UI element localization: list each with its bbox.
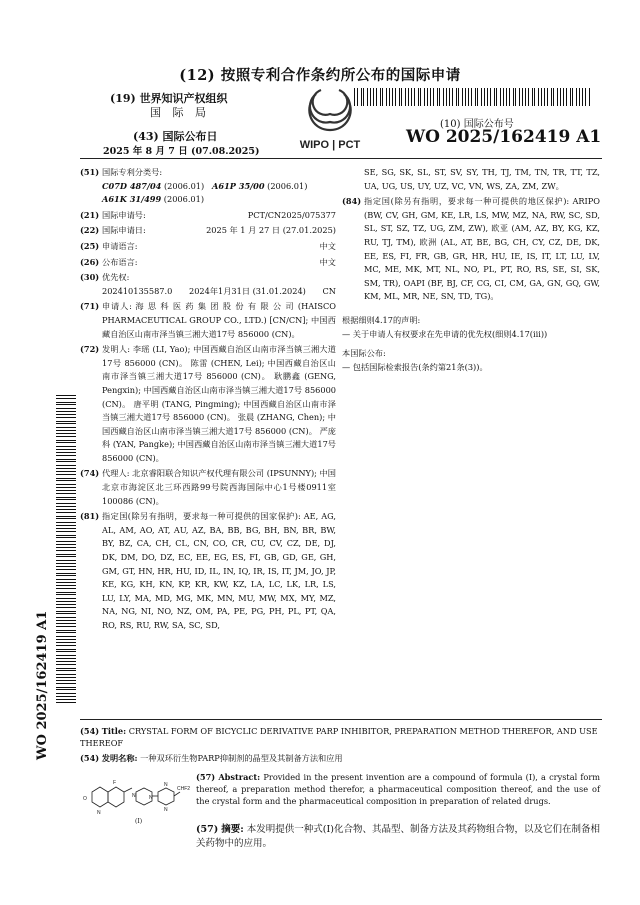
barcode-bar [462, 88, 463, 106]
barcode-bar [56, 459, 76, 460]
barcode-bar [382, 88, 383, 106]
barcode-bar [56, 626, 76, 627]
barcode-bar [56, 547, 76, 548]
barcode-bar [395, 88, 396, 106]
barcode-bar [56, 575, 76, 576]
bureau-name: 国 际 局 [150, 106, 210, 119]
barcode-bar [56, 398, 76, 399]
atom-n3: N [149, 795, 153, 801]
bibliographic-left-column [80, 166, 336, 635]
barcode-bar [56, 503, 76, 504]
atom-o: O [83, 796, 87, 802]
barcode-bar [380, 88, 381, 106]
barcode-bar [56, 518, 76, 519]
barcode-bar [56, 668, 76, 669]
title-divider [80, 719, 602, 720]
barcode-bar [484, 88, 485, 106]
barcode-bar [572, 88, 573, 106]
atom-n5: N [164, 807, 168, 813]
barcode-bar [56, 452, 76, 453]
barcode-bar [525, 88, 526, 106]
barcode-bar [56, 446, 76, 447]
pub-date: 2025 年 8 月 7 日 (07.08.2025) [103, 146, 260, 157]
barcode-bar [56, 414, 76, 415]
barcode-bar [515, 88, 516, 106]
barcode-bar [56, 563, 76, 564]
barcode-bar [357, 88, 358, 106]
barcode-bar [427, 88, 428, 106]
barcode-top [354, 88, 590, 106]
priority-section: (30) 优先权: 202410135587.0 2024年1月31日 (31.01.2024) CN [80, 272, 336, 296]
barcode-bar [56, 433, 76, 434]
barcode-bar [56, 468, 76, 469]
barcode-bar [418, 88, 419, 106]
barcode-bar [56, 674, 76, 675]
atom-n1: N [97, 810, 101, 816]
barcode-bar [458, 88, 459, 106]
barcode-bar [560, 88, 561, 106]
barcode-bar [456, 88, 457, 106]
barcode-bar [490, 88, 491, 106]
barcode-bar [547, 88, 548, 106]
barcode-bar [56, 598, 76, 599]
barcode-bar [56, 687, 76, 688]
barcode-bar [414, 88, 415, 106]
app-number-section: (21) 国际申请号: PCT/CN2025/075377 [80, 209, 336, 220]
barcode-bar [500, 88, 501, 106]
barcode-bar [56, 585, 76, 586]
barcode-bar [56, 582, 76, 583]
barcode-bar [56, 655, 76, 656]
barcode-bar [513, 88, 514, 106]
title-chinese: (54) 发明名称: 一种双环衍生物PARP抑制剂的晶型及其制备方法和应用 [80, 753, 343, 763]
barcode-bar [56, 642, 76, 643]
barcode-bar [446, 88, 447, 106]
barcode-bar [56, 537, 76, 538]
barcode-bar [56, 395, 76, 396]
barcode-bar [506, 88, 507, 106]
barcode-bar [566, 88, 567, 106]
publication-item: — 包括国际检索报告(条约第21条(3))。 [342, 361, 488, 372]
barcode-bar [56, 516, 76, 517]
barcode-bar [56, 474, 76, 475]
barcode-bar [532, 88, 533, 106]
barcode-bar [56, 522, 76, 523]
barcode-bar [443, 88, 444, 106]
barcode-bar [420, 88, 421, 106]
barcode-bar [56, 677, 76, 678]
barcode-bar [56, 478, 76, 479]
barcode-bar [56, 427, 76, 428]
barcode-bar [56, 506, 76, 507]
barcode-bar [452, 88, 453, 106]
barcode-bar [56, 579, 76, 580]
barcode-bar [56, 560, 76, 561]
barcode-bar [56, 611, 76, 612]
barcode-bar [56, 613, 76, 614]
barcode-bar [579, 88, 580, 106]
barcode-bar [354, 88, 355, 106]
barcode-bar [570, 88, 571, 106]
barcode-bar [56, 440, 76, 441]
barcode-bar [56, 455, 76, 456]
barcode-bar [503, 88, 504, 106]
rule-417-item: — 关于申请人有权要求在先申请的优先权(细则4.17(iii)) [342, 328, 548, 339]
barcode-bar [481, 88, 482, 106]
barcode-bar [56, 554, 76, 555]
barcode-bar [465, 88, 466, 106]
barcode-bar [56, 607, 76, 608]
barcode-bar [56, 645, 76, 646]
header-divider [80, 158, 602, 159]
barcode-bar [361, 88, 362, 106]
barcode-bar [56, 649, 76, 650]
barcode-bar [56, 531, 76, 532]
barcode-bar [56, 402, 76, 403]
logo-text: WIPO | PCT [299, 139, 361, 151]
barcode-bar [399, 88, 400, 106]
barcode-bar [468, 88, 469, 106]
barcode-bar [56, 664, 76, 665]
barcode-bar [541, 88, 542, 106]
barcode-bar [56, 499, 76, 500]
barcode-bar [471, 88, 472, 106]
title-english: (54) Title: CRYSTAL FORM OF BICYCLIC DERIVATIVE PARP INHIBITOR, PREPARATION METHOD THEREFOR, AND USE THEREOF [80, 726, 598, 748]
barcode-bar [56, 417, 76, 418]
barcode-bar [56, 566, 76, 567]
barcode-bar [494, 88, 495, 106]
barcode-bar [56, 620, 76, 621]
barcode-bar [589, 88, 590, 106]
barcode-bar [56, 541, 76, 542]
barcode-bar [389, 88, 390, 106]
barcode-bar [56, 465, 76, 466]
barcode-bar [56, 569, 76, 570]
barcode-bar [56, 689, 76, 690]
pub-number: WO 2025/162419 A1 [406, 127, 602, 147]
barcode-bar [487, 88, 488, 106]
barcode-side [56, 395, 76, 705]
barcode-bar [56, 594, 76, 595]
atom-f: F [113, 780, 117, 786]
atom-n4: N [164, 782, 168, 788]
barcode-bar [522, 88, 523, 106]
barcode-bar [56, 484, 76, 485]
barcode-bar [367, 88, 368, 106]
formula-label: (I) [135, 818, 143, 825]
app-date-section: (22) 国际申请日: 2025 年 1 月 27 日 (27.01.2025) [80, 225, 336, 236]
org-name: (19) 世界知识产权组织 [110, 92, 228, 105]
barcode-bar [538, 88, 539, 106]
barcode-bar [475, 88, 476, 106]
barcode-bar [56, 632, 76, 633]
barcode-bar [56, 487, 76, 488]
barcode-bar [56, 696, 76, 697]
barcode-bar [370, 88, 371, 106]
barcode-bar [56, 436, 76, 437]
barcode-bar [56, 525, 76, 526]
barcode-bar [56, 699, 76, 700]
barcode-bar [56, 630, 76, 631]
barcode-bar [449, 88, 450, 106]
barcode-bar [56, 658, 76, 659]
pub-date-label: (43) 国际公布日 [133, 130, 218, 143]
barcode-bar [56, 693, 76, 694]
barcode-bar [56, 617, 76, 618]
barcode-bar [56, 512, 76, 513]
barcode-bar [439, 88, 440, 106]
barcode-bar [56, 623, 76, 624]
barcode-bar [56, 493, 76, 494]
regional-states-section: (84) 指定国(除另有指明，要求每一种可提供的地区保护): ARIPO (BW, CV, GH, GM, KE, LR, LS, MW, MZ, NA, RW, SC, SD, SL, ST, SZ, TZ, UG, ZM, ZW), 欧亚 (AM, AZ, BY, KG, KZ, RU, TJ, TM), 欧洲 (AL, AT, BE, BG, CH, CY, CZ, DE, DK, EE, ES, FI, FR, GB, GR, HR, HU, IE, IS, IT, LT, LU, LV, MC, ME, MK, MT, NL, NO, PL, PT, RO, RS, SE, SI, SK, SM, TR), OAPI (BF, BJ, CF, CG, CI, CM, GA, GN, GQ, GW, KM, ML, MR, NE, SN, TD, TG)。 [342, 196, 600, 302]
barcode-bar [56, 680, 76, 681]
barcode-bar [56, 528, 76, 529]
barcode-bar [56, 601, 76, 602]
barcode-bar [424, 88, 425, 106]
barcode-bar [534, 88, 535, 106]
barcode-bar [582, 88, 583, 106]
barcode-bar [519, 88, 520, 106]
barcode-bar [56, 651, 76, 652]
barcode-bar [373, 88, 374, 106]
applicant-section: (71) 申请人: 海 思 科 医 药 集 团 股 份 有 限 公 司 (HAISCO PHARMACEUTICAL GROUP CO., LTD.) [CN/CN]; 中国西藏自治区山南市泽当镇三湘大道17号 856000 (CN)。 [80, 301, 336, 339]
side-pub-number: WO 2025/162419 A1 [35, 610, 50, 760]
barcode-bar [56, 702, 76, 703]
barcode-bar [56, 490, 76, 491]
abstract-english: (57) Abstract: Provided in the present invention are a compound of formula (I), a crystal form thereof, a preparation method therefor, a pharmaceutical composition thereof, and the use of the crystal form and the pharmaceutical composition in preparation of related drugs. [196, 772, 601, 807]
barcode-bar [56, 471, 76, 472]
barcode-bar [363, 88, 364, 106]
barcode-bar [528, 88, 529, 106]
ipc-section: (51) 国际专利分类号: C07D 487/04 (2006.01) A61P 35/00 (2006.01) A61K 31/499 (2006.01) [80, 167, 308, 205]
barcode-bar [56, 408, 76, 409]
barcode-bar [585, 88, 586, 106]
barcode-bar [56, 544, 76, 545]
app-language-section: (25) 申请语言: 中文 [80, 240, 336, 251]
barcode-bar [56, 670, 76, 671]
barcode-bar [56, 421, 76, 422]
barcode-bar [56, 639, 76, 640]
barcode-bar [56, 411, 76, 412]
barcode-bar [496, 88, 497, 106]
barcode-bar [437, 88, 438, 106]
barcode-bar [56, 430, 76, 431]
barcode-bar [56, 661, 76, 662]
barcode-bar [56, 588, 76, 589]
atom-n2: N [132, 793, 136, 799]
rule-417-heading: 根据细则4.17的声明: [342, 314, 421, 325]
barcode-bar [56, 404, 76, 405]
bibliographic-right-column [342, 166, 600, 374]
publication-heading: 本国际公布: [342, 348, 386, 359]
barcode-bar [401, 88, 402, 106]
barcode-bar [553, 88, 554, 106]
barcode-bar [56, 550, 76, 551]
barcode-bar [56, 573, 76, 574]
barcode-bar [408, 88, 409, 106]
barcode-bar [376, 88, 377, 106]
barcode-bar [56, 556, 76, 557]
pub-language-section: (26) 公布语言: 中文 [80, 256, 336, 267]
pub-number-label: (10) 国际公布号 [440, 119, 514, 130]
barcode-bar [56, 423, 76, 424]
barcode-bar [56, 461, 76, 462]
barcode-bar [56, 442, 76, 443]
barcode-bar [430, 88, 431, 106]
designated-states-section: (81) 指定国(除另有指明，要求每一种可提供的国家保护): AE, AG, AL, AM, AO, AT, AU, AZ, BA, BB, BG, BH, BN, BR, BW, BY, BZ, CA, CH, CL, CN, CO, CR, CU, CV, CZ, DE, DJ, DK, DM, DO, DZ, EC, EE, EG, ES, FI, GB, GD, GE, GH, GM, GT, HN, HR, HU, ID, IL, IN, IQ, IR, IS, IT, JM, JO, JP, KE, KG, KH, KN, KP, KR, KW, KZ, LA, LC, LK, LR, LS, LU, LY, MA, MD, MG, MK, MN, MU, MW, MX, MY, MZ, NA, NG, NI, NO, NZ, OM, PA, PE, PG, PH, PL, PT, QA, RO, RS, RU, RW, SA, SC, SD, [80, 511, 336, 630]
barcode-bar [509, 88, 510, 106]
barcode-bar [392, 88, 393, 106]
barcode-bar [576, 88, 577, 106]
barcode-bar [56, 480, 76, 481]
agent-section: (74) 代理人: 北京睿阳联合知识产权代理有限公司 (IPSUNNY); 中国北京市海淀区北三环西路99号院西海国际中心1号楼0911室 100086 (CN)。 [80, 468, 336, 506]
abstract-chinese: (57) 摘要: 本发明提供一种式(I)化合物、其晶型、制备方法及其药物组合物，以及它们在制备相关药物中的应用。 [196, 824, 600, 849]
barcode-bar [56, 535, 76, 536]
document-title: (12) 按照专利合作条约所公布的国际申请 [179, 67, 461, 84]
barcode-bar [56, 592, 76, 593]
barcode-bar [56, 509, 76, 510]
barcode-bar [544, 88, 545, 106]
barcode-bar [386, 88, 387, 106]
barcode-bar [411, 88, 412, 106]
barcode-bar [56, 636, 76, 637]
designated-states-continued: SE, SG, SK, SL, ST, SV, SY, TH, TJ, TM, TN, TR, TT, TZ, UA, UG, US, UY, UZ, VC, VN, WS, ZA, ZM, ZW。 [364, 167, 600, 191]
barcode-bar [557, 88, 558, 106]
atom-chf2: CHF2 [177, 786, 190, 792]
barcode-bar [405, 88, 406, 106]
barcode-bar [551, 88, 552, 106]
inventors-section: (72) 发明人: 李瑶 (LI, Yao); 中国西藏自治区山南市泽当镇三湘大道17号 856000 (CN)。 陈雷 (CHEN, Lei); 中国西藏自治区山南市泽当镇三湘大道17号 856000 (CN)。 耿鹏鑫 (GENG, Pengxin); 中国西藏自治区山南市泽当镇三湘大道17号 856000 (CN)。 唐平明 (TANG, Pingming); 中国西藏自治区山南市泽当镇三湘大道17号 856000 (CN)。 张晨 (ZHANG, Chen); 中国西藏自治区山南市泽当镇三湘大道17号 856000 (CN)。 严庞科 (YAN, Pangke); 中国西藏自治区山南市泽当镇三湘大道17号 856000 (CN)。 [80, 344, 336, 463]
barcode-bar [56, 683, 76, 684]
barcode-bar [56, 604, 76, 605]
barcode-bar [563, 88, 564, 106]
barcode-bar [56, 497, 76, 498]
barcode-bar [433, 88, 434, 106]
barcode-bar [56, 449, 76, 450]
barcode-bar [477, 88, 478, 106]
